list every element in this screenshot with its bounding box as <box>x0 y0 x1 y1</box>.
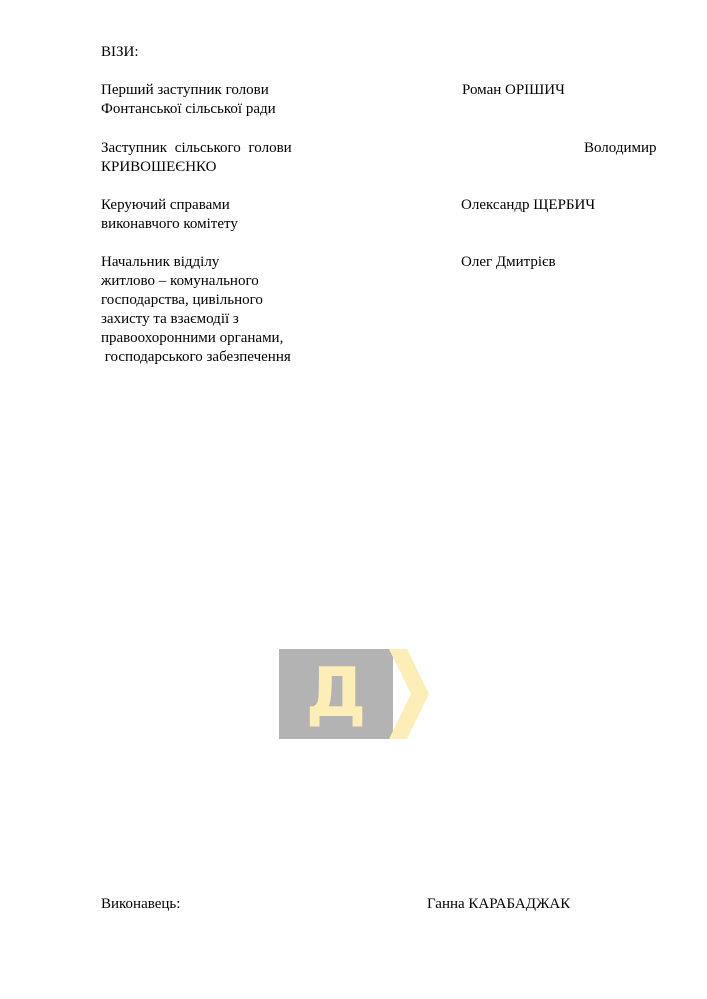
signatory-2-position <box>101 139 292 177</box>
signatory-4-position <box>101 253 291 367</box>
document-logo <box>279 648 431 740</box>
signatory-4-position-line-3: господарства, цивільного <box>101 292 263 308</box>
signatory-4-position-line-5: правоохоронними органами, <box>101 330 284 346</box>
visas-heading: ВІЗИ: <box>101 44 139 60</box>
signatory-2-position-line-2: КРИВОШЕЄНКО <box>101 159 217 175</box>
executor-label: Виконавець: <box>101 896 181 912</box>
logo-chevron <box>389 649 429 739</box>
signatory-2-name: Володимир <box>584 140 657 156</box>
signatory-4-position-line-2: житлово – комунального <box>101 273 259 289</box>
signatory-3-position-line-1: Керуючий справами <box>101 197 230 213</box>
executor-name: Ганна КАРАБАДЖАК <box>427 896 571 912</box>
signatory-4-position-line-4: захисту та взаємодії з <box>101 311 239 327</box>
signatory-3-name: Олександр ЩЕРБИЧ <box>461 197 596 213</box>
signatory-2-position-line-1: Заступник сільського голови <box>101 140 292 156</box>
signatory-3-position <box>101 196 238 234</box>
signatory-1-position-line-1: Перший заступник голови <box>101 82 269 98</box>
signatory-1-position <box>101 81 276 119</box>
signatory-4-position-line-6: господарського забезпечення <box>101 349 291 365</box>
signatory-1-position-line-2: Фонтанської сільської ради <box>101 101 276 117</box>
signatory-3-position-line-2: виконавчого комітету <box>101 216 238 232</box>
signatory-4-name: Олег Дмитрієв <box>461 254 556 270</box>
signatory-4-position-line-1: Начальник відділу <box>101 254 220 270</box>
signatory-1-name: Роман ОРІШИЧ <box>462 82 565 98</box>
logo-letter: Д <box>305 654 367 733</box>
